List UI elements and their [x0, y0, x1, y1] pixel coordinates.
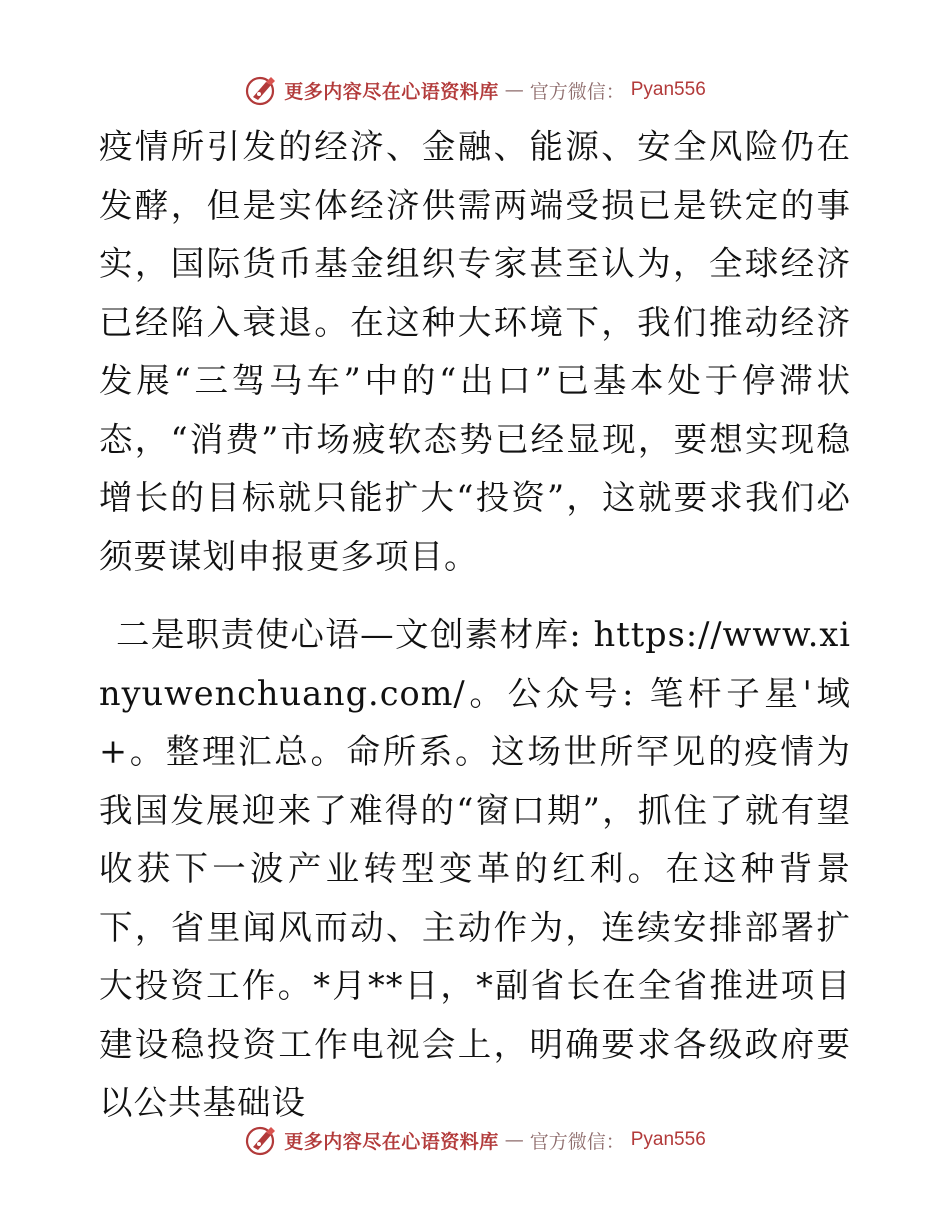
pen-nib-logo-icon	[244, 73, 278, 107]
banner-slogan: 更多内容尽在心语资料库	[284, 1130, 499, 1153]
banner-wechat-id: Pyan556	[630, 79, 706, 100]
banner-wechat-id: Pyan556	[630, 1129, 706, 1150]
banner-dash: —	[504, 79, 524, 101]
paragraph-2: 二是职责使心语—文创素材库: https://www.xinyuwenchuang.com/。公众号: 笔杆子星'域+。整理汇总。命所系。这场世所罕见的疫情为我国发展迎来了难得的“窗口期”，抓住了就有望收获下一波产业转型变革的红利。在这种背景下，省里闻风而动、主动作为，连续安排部署扩大投资工作。*月**日，*副省长在全省推进项目建设稳投资工作电视会上，明确要求各级政府要以公共基础设	[99, 615, 851, 1122]
pen-nib-logo-icon	[244, 1123, 278, 1157]
paragraph-1: 疫情所引发的经济、金融、能源、安全风险仍在发酵，但是实体经济供需两端受损已是铁定的事实，国际货币基金组织专家甚至认为，全球经济已经陷入衰退。在这种大环境下，我们推动经济发展“三驾马车”中的“出口”已基本处于停滞状态，“消费”市场疲软态势已经显现，要想实现稳增长的目标就只能扩大“投资”，这就要求我们必须要谋划申报更多项目。	[99, 127, 851, 576]
banner-slogan: 更多内容尽在心语资料库	[284, 80, 499, 103]
banner-dash: —	[504, 1129, 524, 1151]
banner-wechat-label: 官方微信：	[529, 80, 625, 103]
banner-wechat-label: 官方微信：	[529, 1130, 625, 1153]
header-banner	[0, 70, 950, 110]
footer-banner	[0, 1120, 950, 1160]
document-body	[99, 118, 851, 1133]
